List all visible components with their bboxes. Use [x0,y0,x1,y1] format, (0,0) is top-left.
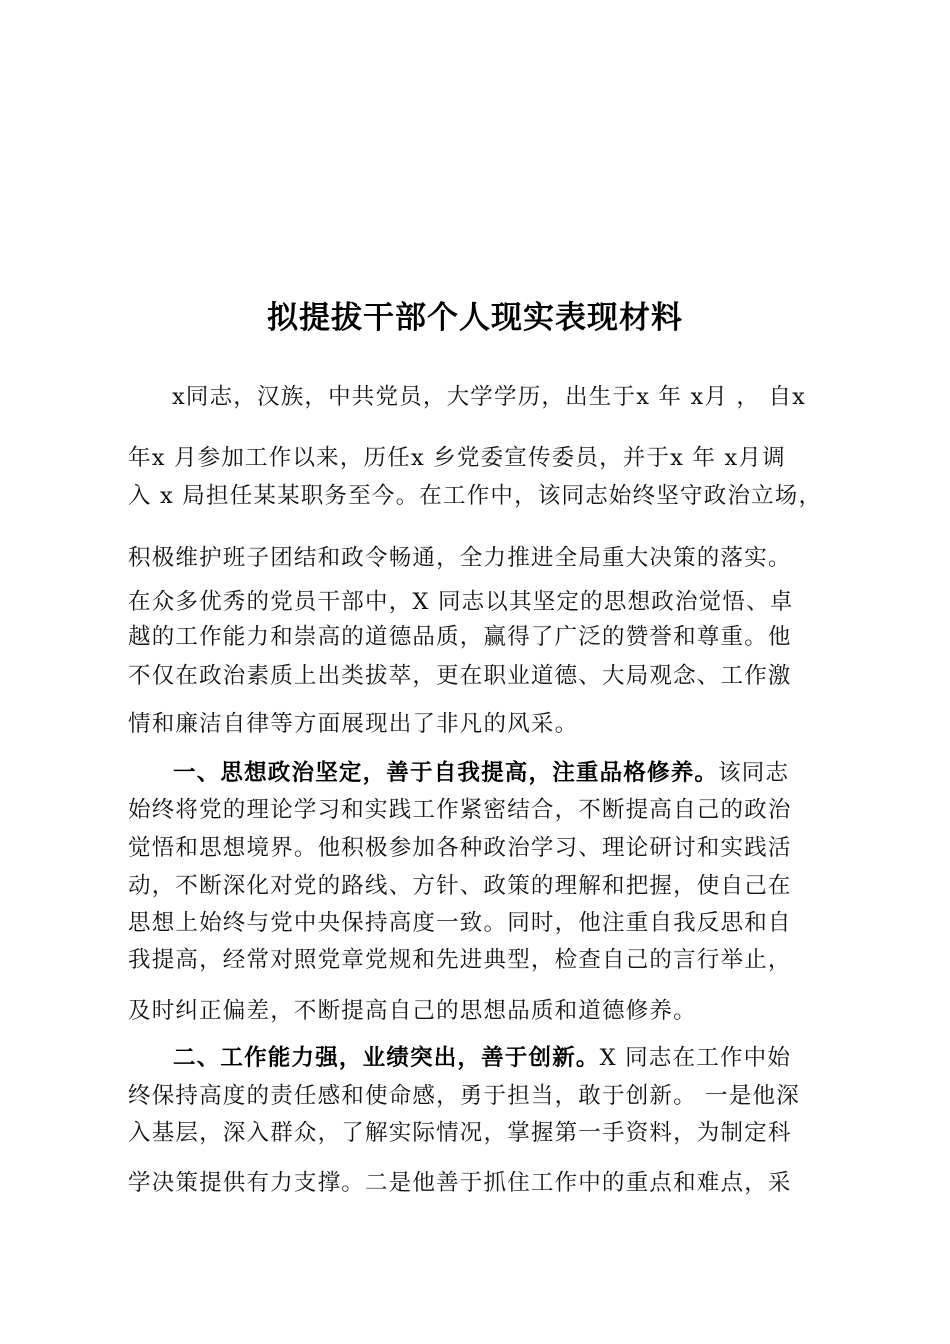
paragraph-text: 该同志 [718,760,790,786]
paragraph-line: 入基层，深入群众，了解实际情况，掌握第一手资料，为制定科 [128,1120,792,1146]
paragraph-line: 及时纠正偏差，不断提高自己的思想品质和道德修养。 [128,998,697,1024]
paragraph-line: 始终将党的理论学习和实践工作紧密结合，不断提高自己的政治 [128,797,792,823]
section-heading: 一、思想政治坚定，善于自我提高，注重品格修养。 [173,760,719,786]
section-one-first-line [173,756,789,790]
paragraph-line: 终保持高度的责任感和使命感，勇于担当，敢于创新。 一是他深 [128,1083,800,1109]
paragraph-line: 情和廉洁自律等方面展现出了非凡的风采。 [128,711,579,737]
paragraph-line: 入 x 局担任某某职务至今。在工作中，该同志始终坚守政治立场， [128,483,823,509]
paragraph-line: 我提高，经常对照党章党规和先进典型，检查自己的言行举止， [128,947,792,973]
paragraph-line: 动，不断深化对党的路线、方针、政策的理解和把握，使自己在 [128,873,792,899]
paragraph-line: 越的工作能力和崇高的道德品质，赢得了广泛的赞誉和尊重。他 [128,624,792,650]
paragraph-line: x同志，汉族，中共党员，大学学历，出生于x 年 x月 ， 自x [172,384,807,410]
paragraph-line: 学决策提供有力支撑。二是他善于抓住工作中的重点和难点，采 [128,1170,792,1196]
paragraph-line: 觉悟和思想境界。他积极参加各种政治学习、理论研讨和实践活 [128,835,792,861]
paragraph-line: 思想上始终与党中央保持高度一致。同时，他注重自我反思和自 [128,910,792,936]
paragraph-line: 在众多优秀的党员干部中，X 同志以其坚定的思想政治觉悟、卓 [128,589,794,615]
document-title: 拟提拔干部个人现实表现材料 [267,300,683,336]
paragraph-text: X 同志在工作中始 [599,1045,792,1071]
paragraph-line: 年x 月参加工作以来，历任x 乡党委宣传委员，并于x 年 x月调 [128,445,786,471]
section-heading: 二、工作能力强，业绩突出，善于创新。 [173,1045,600,1071]
section-two-first-line [173,1041,791,1075]
paragraph-line: 不仅在政治素质上出类拔萃，更在职业道德、大局观念、工作激 [128,663,792,689]
paragraph-line: 积极维护班子团结和政令畅通，全力推进全局重大决策的落实。 [128,545,792,571]
